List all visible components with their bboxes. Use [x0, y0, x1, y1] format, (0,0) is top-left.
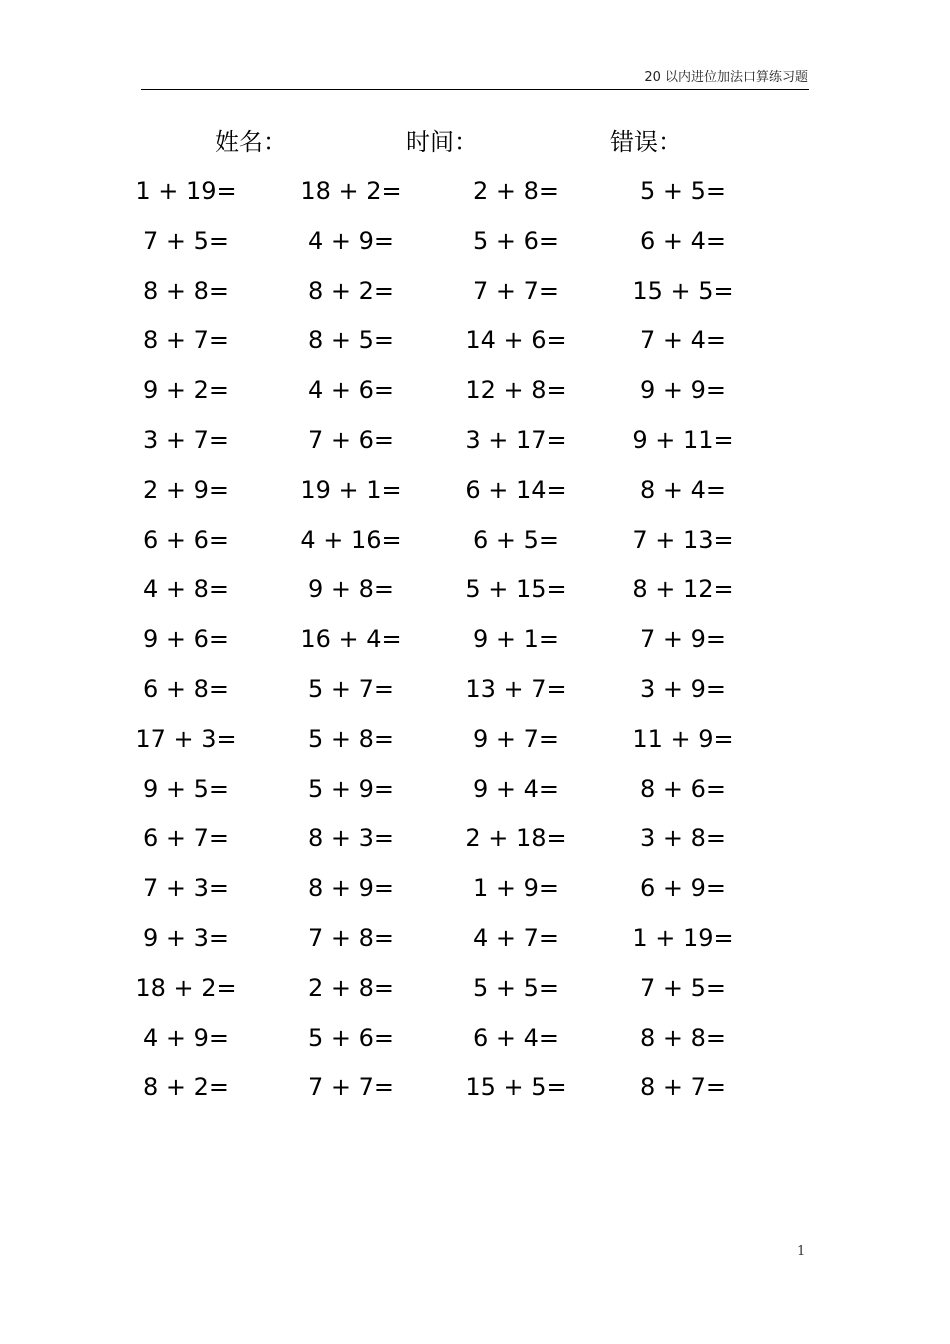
problem-item: 7 + 3=: [142, 874, 229, 903]
problem-item: 6 + 4=: [639, 226, 726, 255]
problem-item: 5 + 6=: [307, 1023, 394, 1052]
problem-item: 1 + 19=: [135, 177, 237, 205]
problem-item: 5 + 9=: [307, 774, 394, 803]
problem-item: 3 + 7=: [142, 426, 229, 454]
problem-item: 8 + 7=: [639, 1073, 726, 1102]
problem-item: 9 + 3=: [142, 924, 229, 952]
problem-item: 8 + 8=: [142, 276, 229, 305]
problem-item: 16 + 4=: [300, 625, 402, 654]
problem-item: 7 + 5=: [639, 973, 726, 1002]
problem-item: 5 + 5=: [639, 177, 726, 205]
problem-item: 9 + 7=: [472, 724, 559, 753]
problem-item: 7 + 8=: [307, 924, 394, 952]
problem-item: 8 + 8=: [639, 1023, 726, 1052]
problem-item: 4 + 16=: [300, 525, 402, 554]
problem-item: 7 + 4=: [639, 326, 726, 355]
problem-item: 4 + 9=: [307, 226, 394, 255]
problem-item: 8 + 9=: [307, 874, 394, 903]
problem-item: 8 + 2=: [307, 276, 394, 305]
problem-item: 9 + 5=: [142, 774, 229, 803]
problem-item: 1 + 19=: [632, 924, 734, 952]
errors-label: 错误：: [610, 128, 682, 156]
problem-item: 8 + 4=: [639, 475, 726, 504]
problem-item: 3 + 8=: [639, 824, 726, 853]
problem-item: 13 + 7=: [465, 675, 567, 703]
problem-item: 4 + 8=: [142, 575, 229, 604]
problem-item: 9 + 6=: [142, 625, 229, 654]
problem-item: 9 + 4=: [472, 774, 559, 803]
problem-item: 14 + 6=: [465, 326, 567, 355]
problem-item: 17 + 3=: [135, 724, 237, 753]
problem-item: 9 + 2=: [142, 376, 229, 405]
problem-item: 5 + 15=: [465, 575, 567, 604]
problem-item: 4 + 7=: [472, 924, 559, 952]
problem-item: 3 + 17=: [465, 426, 567, 454]
problem-item: 3 + 9=: [639, 675, 726, 703]
problem-item: 6 + 8=: [142, 675, 229, 703]
problem-item: 18 + 2=: [300, 177, 402, 205]
problem-item: 9 + 9=: [639, 376, 726, 405]
problem-item: 5 + 6=: [472, 226, 559, 255]
problem-item: 7 + 9=: [639, 625, 726, 654]
problem-item: 6 + 9=: [639, 874, 726, 903]
problem-item: 8 + 2=: [142, 1073, 229, 1102]
page-number: 1: [797, 1244, 806, 1259]
page-header-title: 20 以内进位加法口算练习题: [644, 70, 808, 85]
time-label: 时间：: [406, 128, 478, 156]
problem-item: 1 + 9=: [472, 874, 559, 903]
problem-item: 5 + 8=: [307, 724, 394, 753]
problem-item: 15 + 5=: [465, 1073, 567, 1102]
problem-item: 2 + 8=: [307, 973, 394, 1002]
problem-item: 8 + 7=: [142, 326, 229, 355]
problem-item: 6 + 6=: [142, 525, 229, 554]
problem-item: 18 + 2=: [135, 973, 237, 1002]
problem-item: 15 + 5=: [632, 276, 734, 305]
problem-item: 7 + 5=: [142, 226, 229, 255]
problem-item: 4 + 6=: [307, 376, 394, 405]
problem-item: 7 + 13=: [632, 525, 734, 554]
problem-item: 7 + 7=: [472, 276, 559, 305]
problem-item: 6 + 4=: [472, 1023, 559, 1052]
problem-item: 6 + 14=: [465, 475, 567, 504]
problem-item: 9 + 11=: [632, 426, 734, 454]
problem-item: 6 + 5=: [472, 525, 559, 554]
problem-item: 9 + 8=: [307, 575, 394, 604]
problem-item: 6 + 7=: [142, 824, 229, 853]
problem-item: 19 + 1=: [300, 475, 402, 504]
problem-item: 9 + 1=: [472, 625, 559, 654]
problem-item: 11 + 9=: [632, 724, 734, 753]
problem-item: 2 + 18=: [465, 824, 567, 853]
problem-item: 8 + 6=: [639, 774, 726, 803]
problem-item: 7 + 6=: [307, 426, 394, 454]
problem-item: 8 + 3=: [307, 824, 394, 853]
problem-item: 8 + 5=: [307, 326, 394, 355]
problem-item: 2 + 9=: [142, 475, 229, 504]
name-label: 姓名：: [215, 128, 287, 156]
problem-item: 12 + 8=: [465, 376, 567, 405]
problem-item: 4 + 9=: [142, 1023, 229, 1052]
problem-item: 5 + 5=: [472, 973, 559, 1002]
problem-item: 7 + 7=: [307, 1073, 394, 1102]
problem-item: 5 + 7=: [307, 675, 394, 703]
problem-item: 8 + 12=: [632, 575, 734, 604]
problem-item: 2 + 8=: [472, 177, 559, 205]
